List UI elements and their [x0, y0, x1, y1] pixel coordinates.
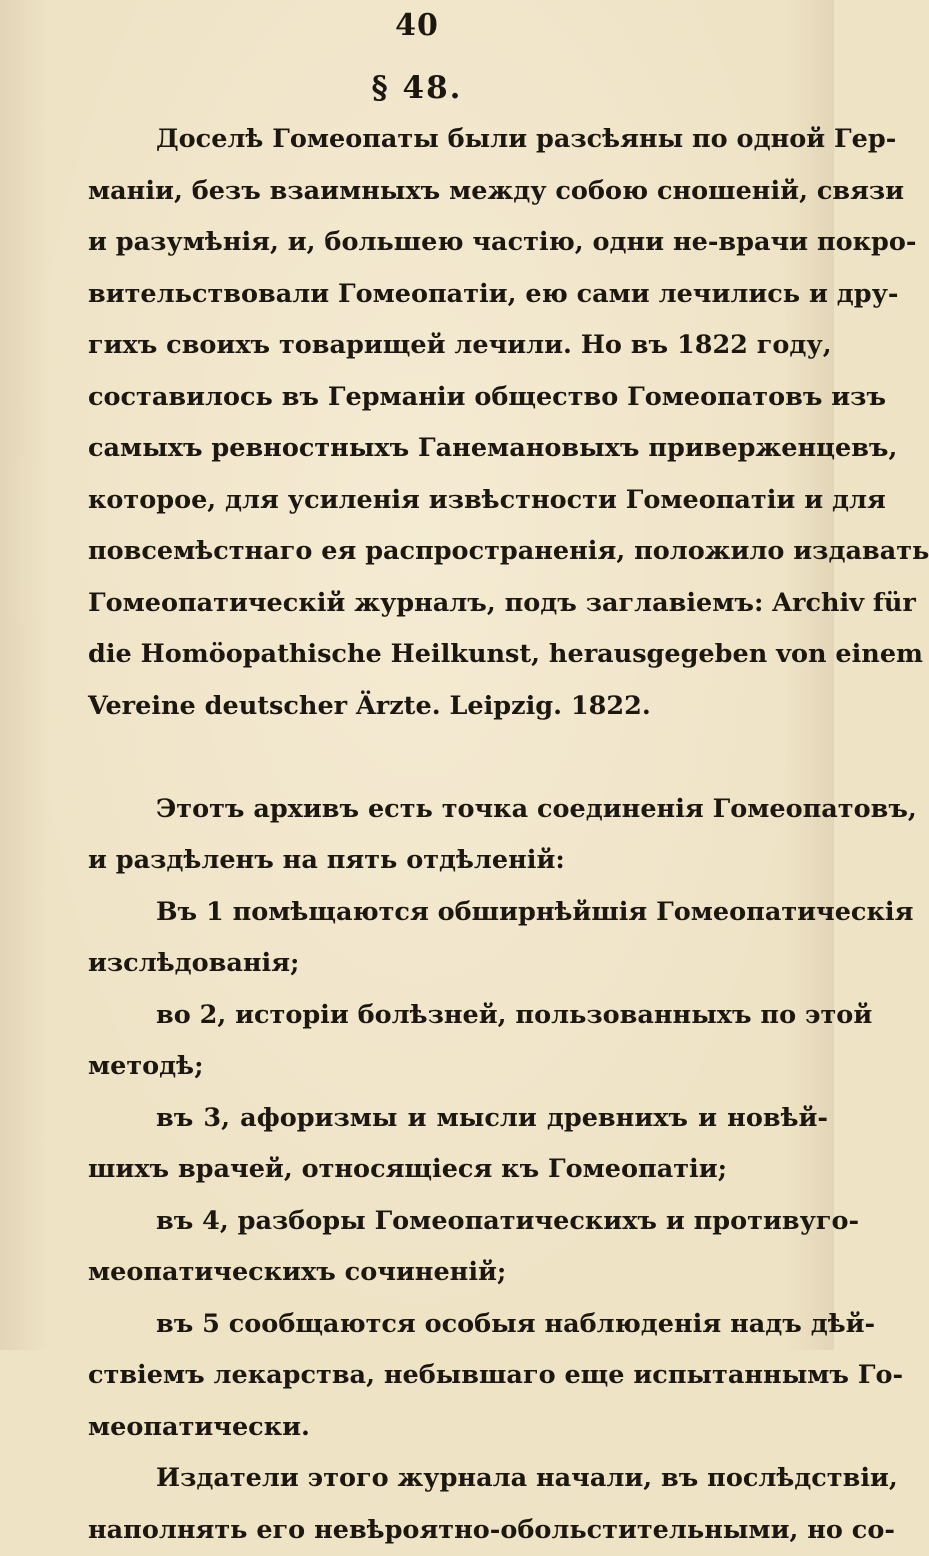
- text-line: меопатическихъ сочиненій;: [88, 1247, 828, 1299]
- text-line: die Homöopathische Heilkunst, herausgegeben von einem: [88, 629, 828, 681]
- text-line: составилось въ Германіи общество Гомеопатовъ изъ: [88, 372, 828, 424]
- text-line: въ 4, разборы Гомеопатическихъ и противуго-: [88, 1196, 828, 1248]
- text-line: которое, для усиленія извѣстности Гомеопатіи и для: [88, 475, 828, 527]
- text-line: Гомеопатическій журналъ, подъ заглавіемъ: Archiv für: [88, 578, 828, 630]
- text-line: меопатически.: [88, 1402, 828, 1454]
- body-text: [88, 114, 828, 1556]
- text-line: маніи, безъ взаимныхъ между собою сношеній, связи: [88, 166, 828, 218]
- text-line: въ 3, афоризмы и мысли древнихъ и новѣй-: [88, 1093, 828, 1145]
- page-number: 40: [0, 8, 834, 43]
- text-line: повсемѣстнаго ея распространенія, положило издавать: [88, 526, 828, 578]
- text-line: гихъ своихъ товарищей лечили. Но въ 1822 году,: [88, 320, 828, 372]
- text-line: наполнять его невѣроятно-обольстительными, но со-: [88, 1505, 828, 1556]
- text-line: Этотъ архивъ есть точка соединенія Гомеопатовъ,: [88, 784, 828, 836]
- text-line: Въ 1 помѣщаются обширнѣйшія Гомеопатическія: [88, 887, 828, 939]
- text-line: [88, 732, 828, 784]
- text-line: Доселѣ Гомеопаты были разсѣяны по одной Гер-: [88, 114, 828, 166]
- text-line: шихъ врачей, относящіеся къ Гомеопатіи;: [88, 1144, 828, 1196]
- text-line: вительствовали Гомеопатіи, ею сами лечились и дру-: [88, 269, 828, 321]
- text-line: самыхъ ревностныхъ Ганемановыхъ приверженцевъ,: [88, 423, 828, 475]
- text-line: Vereine deutscher Ärzte. Leipzig. 1822.: [88, 681, 828, 733]
- text-line: въ 5 сообщаются особыя наблюденія надъ дѣй-: [88, 1299, 828, 1351]
- text-line: Издатели этого журнала начали, въ послѣдствіи,: [88, 1453, 828, 1505]
- text-line: изслѣдованія;: [88, 938, 828, 990]
- text-line: во 2, исторіи болѣзней, пользованныхъ по этой: [88, 990, 828, 1042]
- text-line: ствіемъ лекарства, небывшаго еще испытаннымъ Го-: [88, 1350, 828, 1402]
- text-line: и раздѣленъ на пять отдѣленій:: [88, 835, 828, 887]
- text-line: и разумѣнія, и, большею частію, одни не-врачи покро-: [88, 217, 828, 269]
- section-heading: § 48.: [0, 70, 834, 106]
- text-line: методѣ;: [88, 1041, 828, 1093]
